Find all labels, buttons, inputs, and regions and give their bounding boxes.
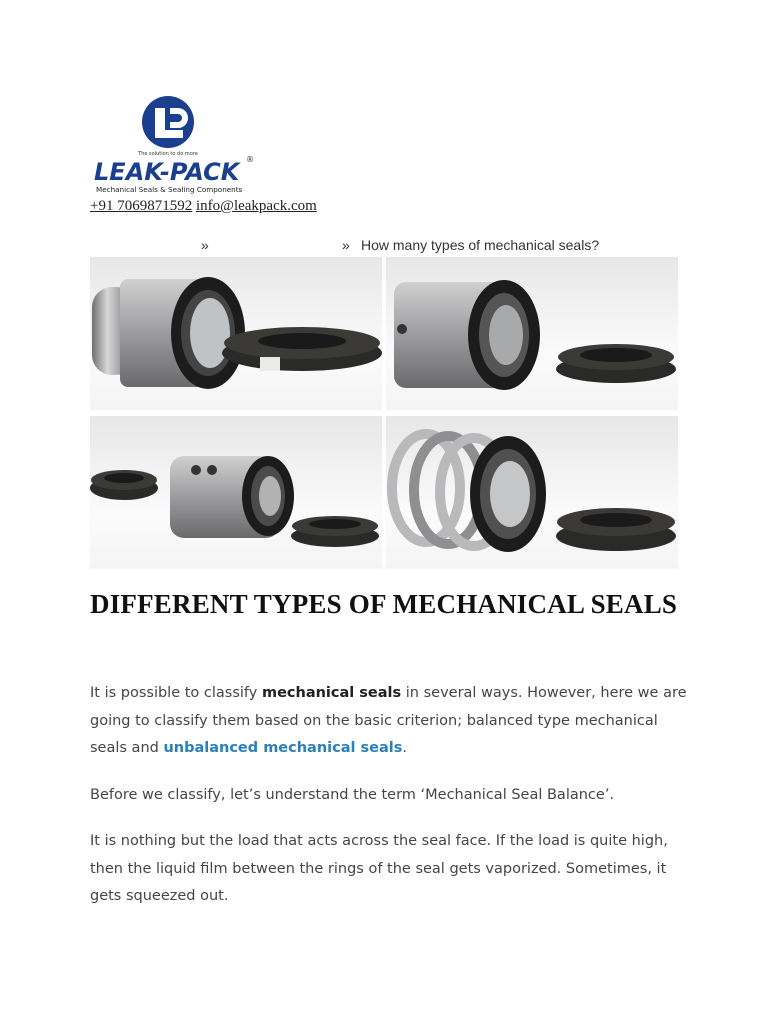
logo-subtitle: Mechanical Seals & Sealing Components [96,185,243,194]
article-paragraph: Before we classify, let’s understand the term ‘Mechanical Seal Balance’. [90,787,615,803]
breadcrumb-separator: » [342,237,350,253]
article-title: DIFFERENT TYPES OF MECHANICAL SEALS [90,589,678,619]
product-image-grid [90,257,678,569]
leak-pack-logo[interactable] [92,92,257,202]
contact-line [90,198,317,215]
bold-term: mechanical seals [261,685,402,701]
unbalanced-seals-link[interactable]: unbalanced mechanical seals [163,740,403,756]
phone-link[interactable]: +91 7069871592 [90,198,193,214]
breadcrumb-separator: » [201,237,209,253]
product-photo [90,416,382,569]
product-photo [90,257,382,410]
breadcrumb-current: How many types of mechanical seals? [361,237,600,253]
product-photo [386,257,678,410]
article-paragraph: It is possible to classify mechanical seals in several ways. However, here we are going to classify them based on the basic criterion; balanced type mechanical seals and unbalanced mechanical seals. [90,685,687,756]
logo-tagline: The solution to do more [138,151,198,157]
logo-wordmark: LEAK-PACK [94,158,240,186]
article-paragraph: It is nothing but the load that acts across the seal face. If the load is quite high, then the liquid film between the rings of the seal gets vaporized. Sometimes, it gets squeezed out. [90,833,668,904]
product-photo [386,416,678,569]
registered-mark: ® [246,155,254,164]
email-link[interactable]: info@leakpack.com [195,198,317,214]
breadcrumb [0,237,768,257]
